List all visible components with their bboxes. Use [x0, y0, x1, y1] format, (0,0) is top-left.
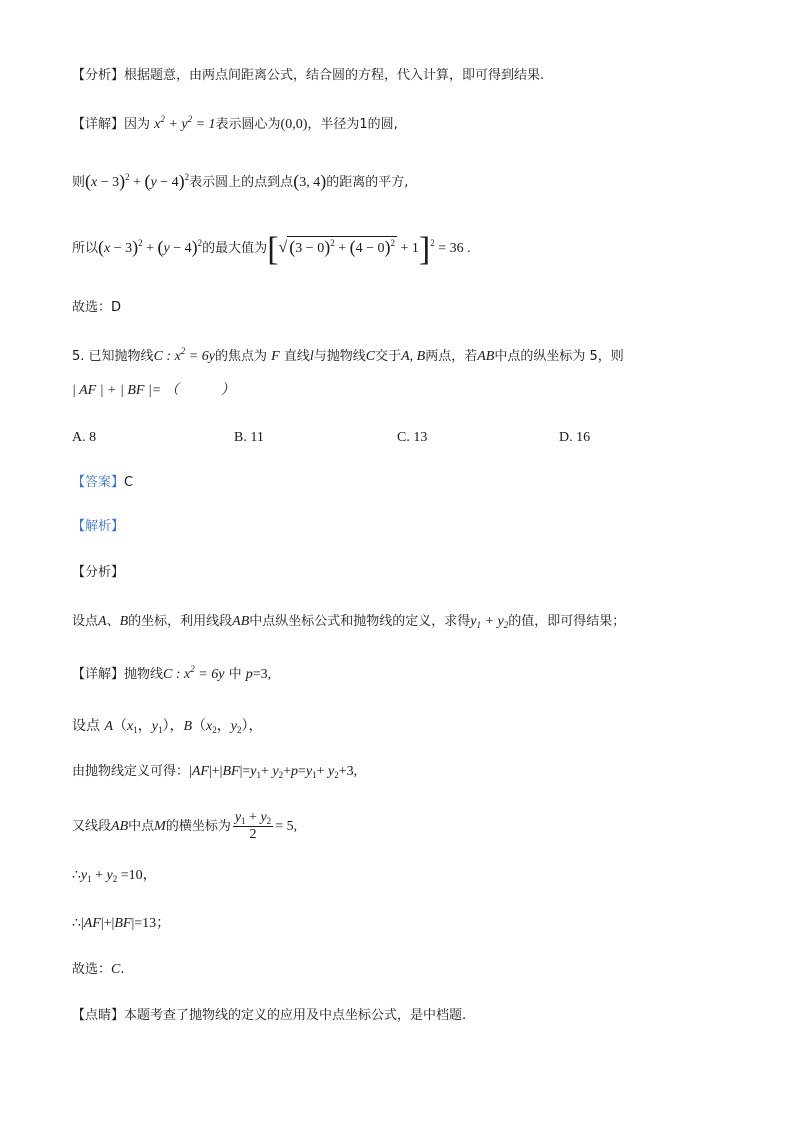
analysis-2-text-a: 设点 — [72, 614, 99, 629]
detail-text-3: ，半径为1的圆, — [307, 117, 398, 132]
analysis-line-1 — [72, 66, 544, 86]
p-value: p=3, — [245, 667, 272, 682]
answer-line-1 — [72, 298, 121, 318]
analysis-2-text-c: 中点纵坐标公式和抛物线的定义，求得 — [249, 614, 471, 629]
explain-tag-line — [72, 517, 124, 537]
step-1: 设点 $A(x_1$，$y_1$），$B(x_2$，$y_2$）， — [72, 718, 263, 735]
detail-2-text-1: 抛物线 — [124, 667, 164, 682]
detail-line-1 — [72, 115, 398, 135]
analysis-2-sep: 、 — [106, 614, 120, 629]
so-text-1: 所以 — [72, 241, 99, 256]
then-text-3: 的距离的平方, — [326, 175, 409, 190]
question-text-2: 的焦点为 — [214, 349, 267, 364]
step-6 — [72, 960, 125, 980]
detail-text-1: 因为 — [124, 117, 151, 132]
comment-tag: 【点睛】 — [72, 1008, 125, 1023]
analysis-2-text-line — [72, 612, 625, 632]
option-d: D. 16 — [559, 430, 591, 445]
curve-C: C — [365, 349, 376, 364]
midpoint-M: M — [154, 819, 166, 834]
step-3 — [72, 810, 297, 843]
step-3-text-e: 的横坐标为 — [165, 819, 231, 834]
final-choice: 故选：C. — [72, 962, 125, 977]
step-3-text-a: 又线段 — [72, 819, 112, 834]
question-text-7: 中点的纵坐标为 5，则 — [494, 349, 624, 364]
analysis-2-tag-line — [72, 563, 124, 583]
question-text-6: 两点，若 — [425, 349, 478, 364]
question-expression: | AF | + | BF |= （ ） — [72, 383, 235, 398]
option-a: A. 8 — [72, 430, 97, 445]
point-3-4: (3, 4) — [293, 171, 327, 191]
circle-equation: $x^2 + y^2 = 1$ — [154, 114, 216, 132]
step-5: ∴|AF|+|BF|=13； — [72, 916, 171, 931]
question-text-3: 直线 — [283, 349, 310, 364]
step-3-result: = 5, — [275, 819, 298, 834]
detail-tag: 【详解】 — [72, 117, 125, 132]
fraction-denominator: 2 — [249, 827, 257, 842]
question-5-line-2 — [72, 381, 235, 401]
point-A: A — [98, 614, 107, 629]
comment-text: 本题考查了抛物线的定义的应用及中点坐标公式，是中档题. — [124, 1008, 467, 1023]
step-4: $\therefore y_1 + y_2 =10$， — [72, 868, 157, 884]
answer-tag-line — [72, 473, 133, 493]
max-value-expression: [√ $(3 - 0)^2 + (4 - 0)^2 + 1]^2 = 36$ . — [267, 231, 471, 268]
detail-2-line — [72, 665, 271, 685]
analysis-2-tag: 【分析】 — [72, 565, 125, 580]
segment-AB-2: AB — [232, 614, 250, 629]
step-3-ab: AB — [111, 819, 129, 834]
analysis-2-text-d: 的值，即可得结果； — [508, 614, 626, 629]
points-AB: A, B — [401, 349, 426, 364]
point-B: B — [119, 614, 129, 629]
question-number: 5. — [72, 349, 85, 364]
midpoint-fraction: $\frac{y_1 + y_2}{2}$ — [234, 810, 272, 842]
answer-value: C — [124, 475, 134, 490]
analysis-text: 根据题意，由两点间距离公式，结合圆的方程，代入计算，即可得到结果. — [124, 68, 545, 83]
detail-2-text-2: 中 — [228, 667, 242, 682]
so-text-2: 的最大值为 — [202, 241, 268, 256]
parabola-equation-2: C : $x^2 = 6y$ — [163, 664, 225, 682]
comment-line — [72, 1006, 466, 1026]
parabola-equation: C : $x^2 = 6y$ — [153, 346, 215, 364]
circle-center: (0,0) — [280, 117, 308, 132]
question-5-line-1 — [72, 347, 624, 367]
answer-1-text: 故选：D — [72, 300, 122, 315]
then-line — [72, 171, 408, 193]
sum-y1-y2: $y_1 + y_2$ — [470, 614, 509, 630]
distance-expression: $(x - 3)^2 + (y - 4)^2$ — [85, 171, 190, 191]
focus-F: F — [271, 349, 280, 364]
then-text-2: 表示圆上的点到点 — [189, 175, 294, 190]
question-text-1: 已知抛物线 — [88, 349, 154, 364]
option-b: B. 11 — [234, 430, 264, 445]
segment-AB: AB — [477, 349, 495, 364]
step-2-text: 由抛物线定义可得： — [72, 764, 190, 779]
analysis-tag: 【分析】 — [72, 68, 125, 83]
detail-2-tag: 【详解】 — [72, 667, 125, 682]
so-expression: $(x - 3)^2 + (y - 4)^2$ — [98, 237, 203, 257]
line-l: l — [309, 349, 314, 364]
so-line — [72, 231, 471, 268]
explain-tag: 【解析】 — [72, 519, 125, 534]
step-2 — [72, 762, 357, 782]
option-c: C. 13 — [397, 430, 428, 445]
detail-text-2: 表示圆心为 — [215, 117, 281, 132]
max-value-result: = 36 . — [438, 241, 471, 256]
step-2-expression: $|AF|+|BF|=y_1+ y_2+p=y_1+ y_2+3$, — [189, 764, 358, 780]
question-text-5: 交于 — [375, 349, 402, 364]
analysis-2-text-b: 的坐标，利用线段 — [128, 614, 233, 629]
step-3-text-c: 中点 — [128, 819, 155, 834]
then-text-1: 则 — [72, 175, 86, 190]
question-text-4: 与抛物线 — [313, 349, 366, 364]
answer-tag: 【答案】 — [72, 475, 125, 490]
